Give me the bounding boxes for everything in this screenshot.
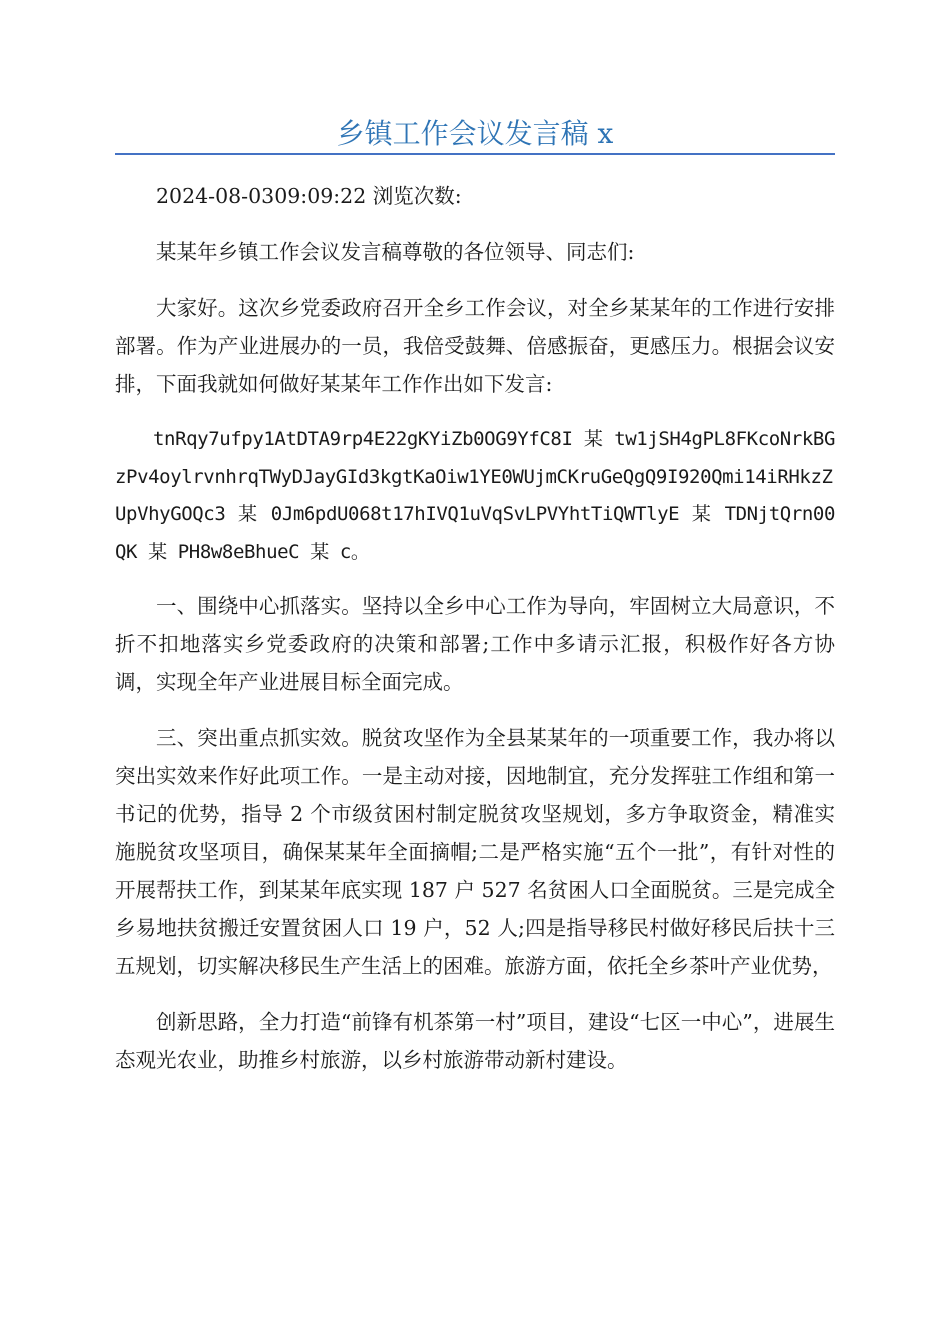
paragraph-section-one: 一、围绕中心抓落实。坚持以全乡中心工作为导向，牢固树立大局意识，不折不扣地落实乡党委政府的决策和部署;工作中多请示汇报，积极作好各方协调，实现全年产业进展目标全面完成。 [115, 594, 835, 694]
paragraph-garbled-text: tnRqy7ufpy1AtDTA9rp4E22gKYiZb0OG9YfC8I 某 tw1jSH4gPL8FKcoNrkBGzPv4oylrvnhrqTWyDJayGId3kgtKaOiw1YE0WUjmCKruGeQgQ9I920Qmi14iRHkzZUpVhyGOQc3 某 0Jm6pdU068t17hIVQ1uVqSvLPVYhtTiQWTlyE 某 TDNjtQrn00QK 某 PH8w8eBhueC 某 c。 [115, 428, 835, 563]
paragraph-section-three: 三、突出重点抓实效。脱贫攻坚作为全县某某年的一项重要工作，我办将以突出实效来作好此项工作。一是主动对接，因地制宜，充分发挥驻工作组和第一书记的优势，指导 2 个市级贫困村制定脱贫攻坚规划，多方争取资金，精准实施脱贫攻坚项目，确保某某年全面摘帽;二是严格实施“五个一批”，有针对性的开展帮扶工作，到某某年底实现 187 户 527 名贫困人口全面脱贫。三是完成全乡易地扶贫搬迁安置贫困人口 19 户，52 人;四是指导移民村做好移民后扶十三五规划，切实解决移民生产生活上的困难。旅游方面，依托全乡茶叶产业优势， [115, 726, 835, 978]
paragraph-tourism: 创新思路，全力打造“前锋有机茶第一村”项目，建设“七区一中心”，进展生态观光农业，助推乡村旅游，以乡村旅游带动新村建设。 [115, 1010, 835, 1072]
title-underline [115, 153, 835, 155]
document-body [115, 177, 835, 1097]
meta-line: 2024-08-0309:09:22 浏览次数: [156, 184, 462, 208]
salutation: 某某年乡镇工作会议发言稿尊敬的各位领导、同志们: [156, 240, 635, 264]
document-title: 乡镇工作会议发言稿 x [336, 117, 614, 150]
paragraph-intro: 大家好。这次乡党委政府召开全乡工作会议，对全乡某某年的工作进行安排部署。作为产业进展办的一员，我倍受鼓舞、倍感振奋，更感压力。根据会议安排，下面我就如何做好某某年工作作出如下发言: [115, 296, 835, 396]
